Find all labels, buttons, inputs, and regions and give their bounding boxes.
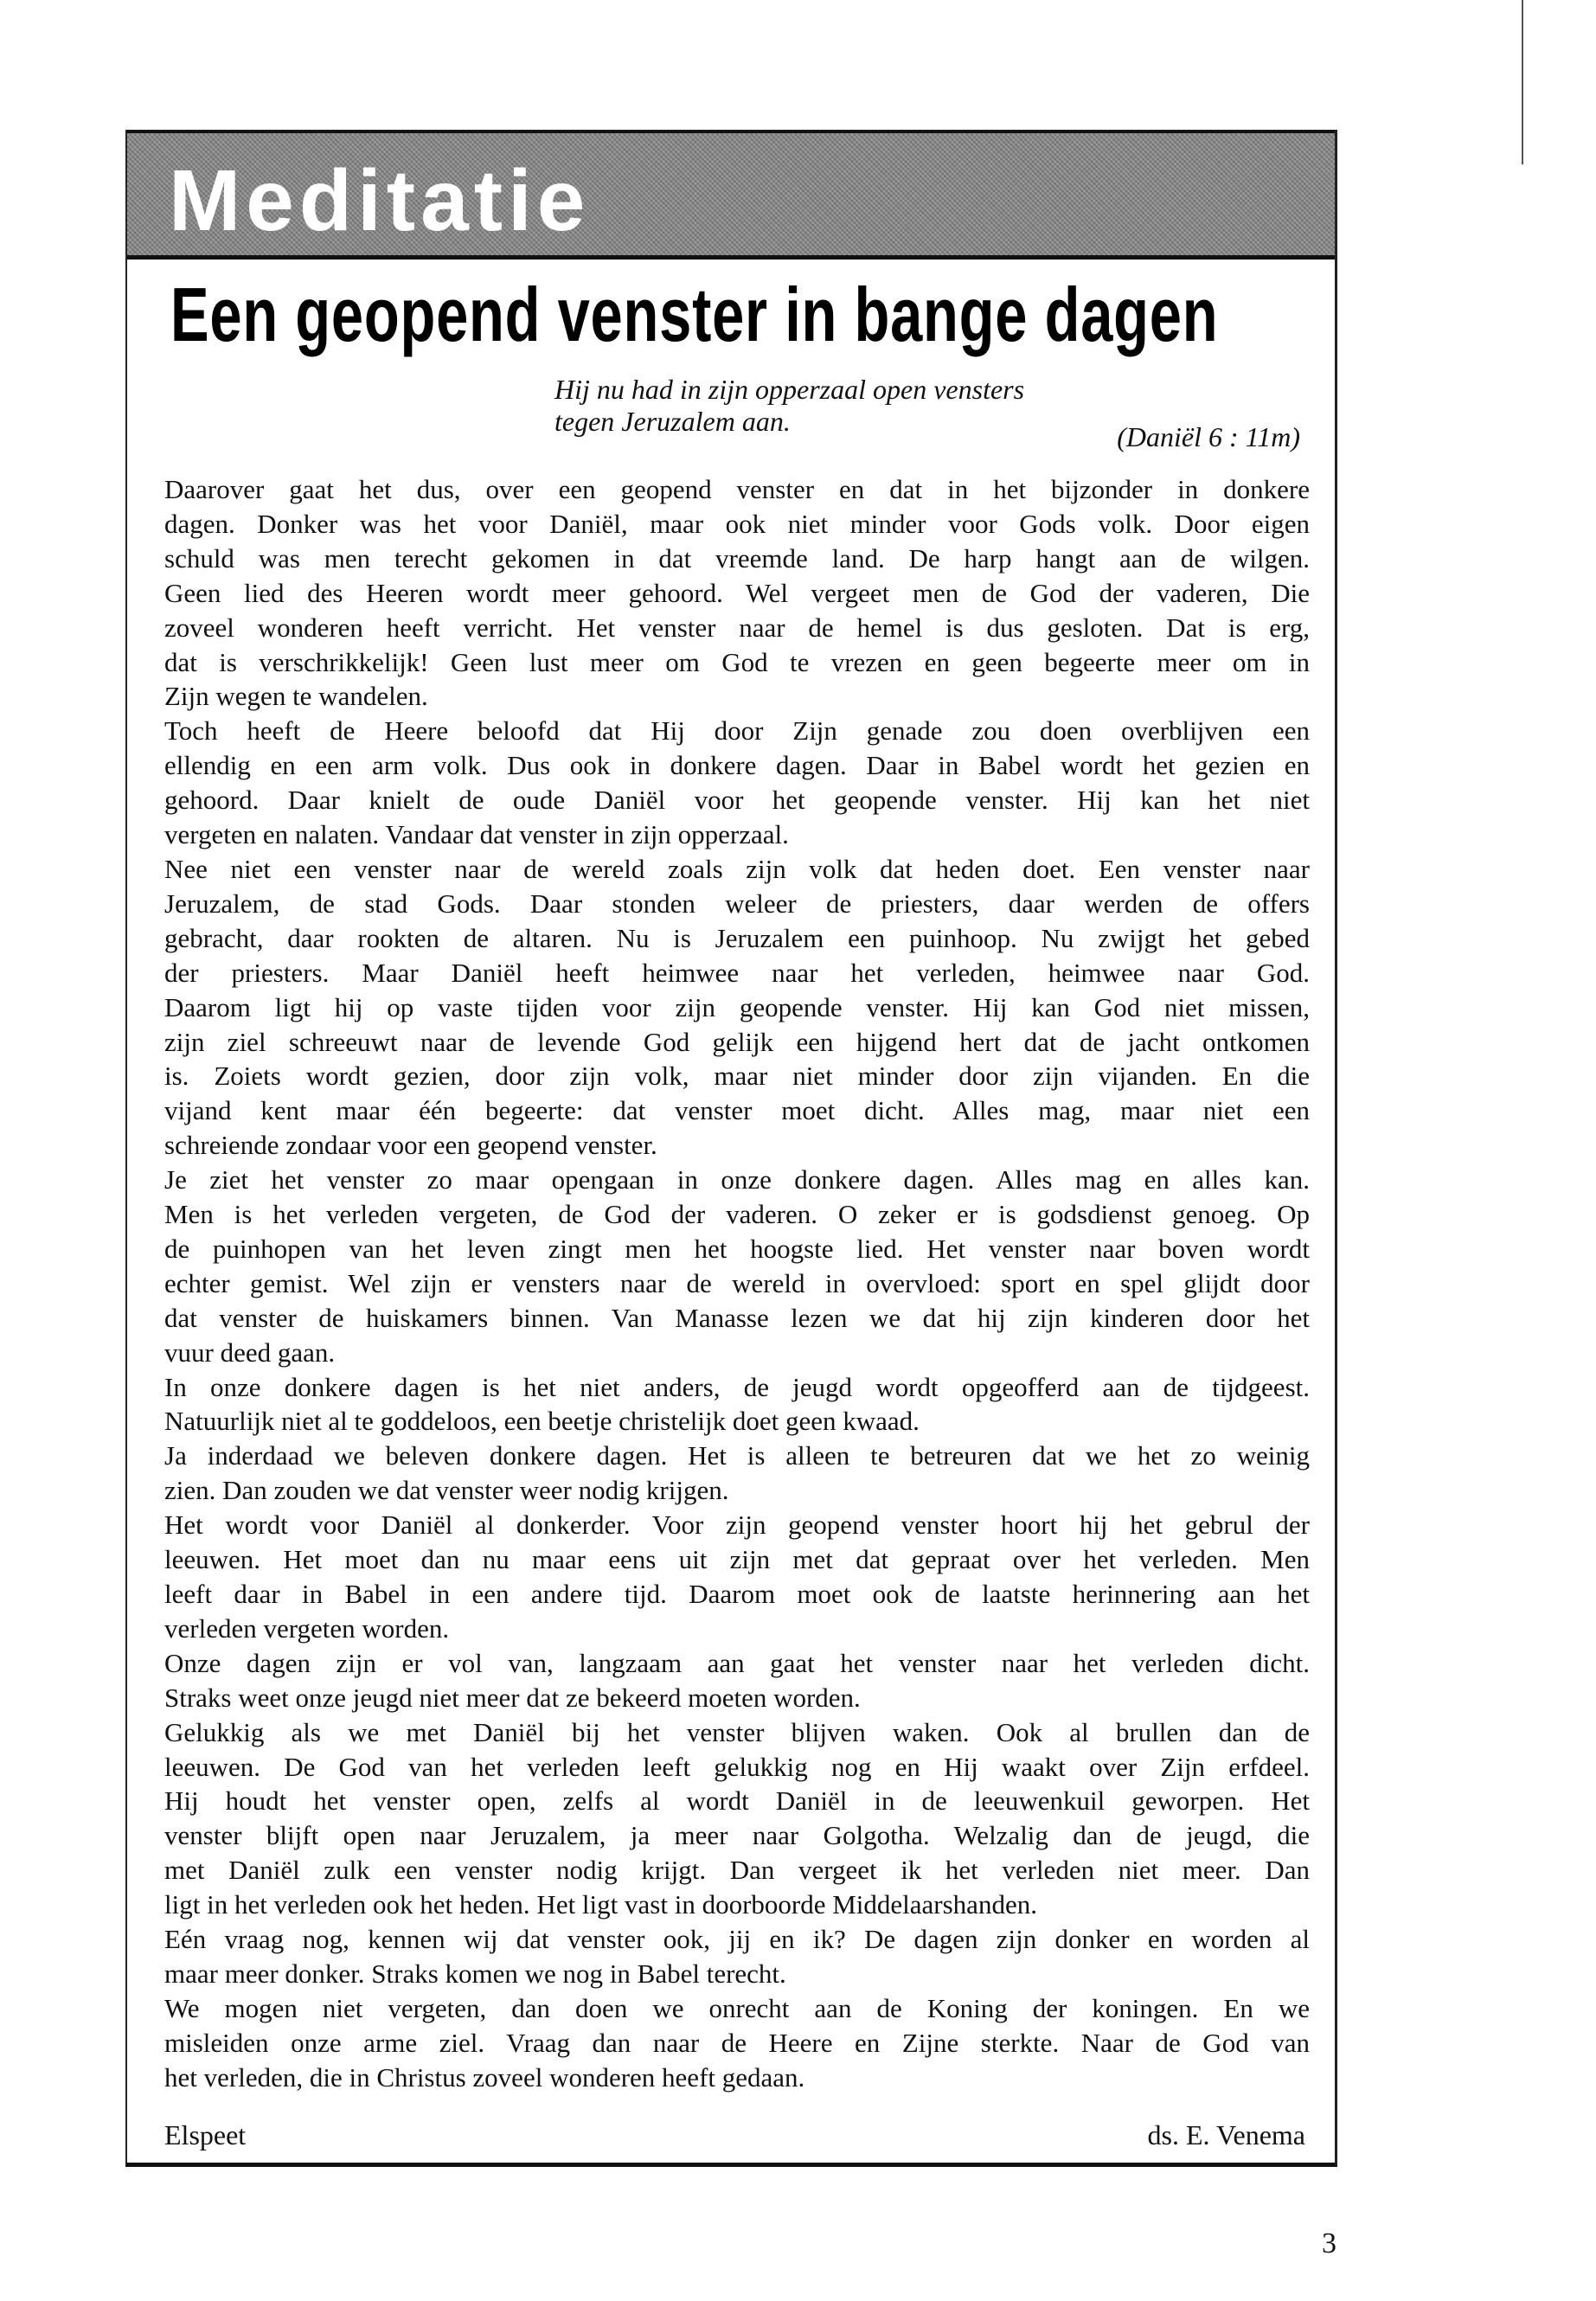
text-line: leeuwen. De God van het verleden leeft gelukkig nog en Hij waakt over Zijn erfdeel.	[164, 1751, 1310, 1782]
text-line: Het wordt voor Daniël al donkerder. Voor zijn geopend venster hoort hij het gebrul der	[164, 1509, 1310, 1541]
text-line: schreiende zondaar voor een geopend venster.	[164, 1130, 657, 1161]
paragraph	[164, 1991, 1310, 2095]
section-header-band	[127, 130, 1335, 260]
article-box	[125, 130, 1337, 2167]
paragraph	[164, 1646, 1310, 1715]
text-line: Jeruzalem, de stad Gods. Daar stonden weleer de priesters, daar werden de offers	[164, 888, 1310, 919]
text-line: We mogen niet vergeten, dan doen we onrecht aan de Koning der koningen. En we	[164, 1992, 1310, 2023]
text-line: Gelukkig als we met Daniël bij het venster blijven waken. Ook al brullen dan de	[164, 1716, 1310, 1747]
paragraph	[164, 714, 1310, 852]
text-line: Daarover gaat het dus, over een geopend venster en dat in het bijzonder in donkere	[164, 474, 1310, 504]
text-line: het verleden, die in Christus zoveel wonderen heeft gedaan.	[164, 2061, 805, 2093]
page-number: 3	[1322, 2227, 1336, 2259]
text-line: dat is verschrikkelijk! Geen lust meer om God te vrezen en geen begeerte meer om in	[164, 646, 1310, 677]
paragraph	[164, 1715, 1310, 1922]
text-line: Toch heeft de Heere beloofd dat Hij door Zijn genade zou doen overblijven een	[164, 715, 1310, 747]
quote-line: tegen Jeruzalem aan.	[554, 406, 791, 437]
text-line: vuur deed gaan.	[164, 1336, 336, 1368]
article-title: Een geopend venster in bange dagen	[170, 272, 1219, 357]
text-line: der priesters. Maar Daniël heeft heimwee naar het verleden, heimwee naar God.	[164, 957, 1310, 988]
text-line: leeuwen. Het moet dan nu maar eens uit zijn met dat gepraat over het verleden. Men	[164, 1544, 1310, 1575]
text-line: Natuurlijk niet al te goddeloos, een beetje christelijk doet geen kwaad.	[164, 1406, 920, 1437]
text-line: In onze donkere dagen is het niet anders, de jeugd wordt opgeofferd aan de tijdgeest.	[164, 1371, 1310, 1402]
scripture-quote	[554, 374, 1024, 438]
text-line: Daarom ligt hij op vaste tijden voor zijn geopende venster. Hij kan God niet missen,	[164, 991, 1310, 1022]
text-line: Hij houdt het venster open, zelfs al wordt Daniël in de leeuwenkuil geworpen. Het	[164, 1785, 1310, 1817]
text-line: Onze dagen zijn er vol van, langzaam aan gaat het venster naar het verleden dicht.	[164, 1647, 1310, 1678]
scripture-reference: (Daniël 6 : 11m)	[1117, 421, 1300, 452]
text-line: gebracht, daar rookten de altaren. Nu is Jeruzalem een puinhoop. Nu zwijgt het gebed	[164, 922, 1310, 953]
text-line: venster blijft open naar Jeruzalem, ja meer naar Golgotha. Welzalig dan de jeugd, die	[164, 1820, 1310, 1851]
text-line: met Daniël zulk een venster nodig krijgt. Dan vergeet ik het verleden niet meer. Dan	[164, 1855, 1310, 1886]
text-line: zijn ziel schreeuwt naar de levende God gelijk een hijgend hert dat de jacht ontkomen	[164, 1026, 1310, 1057]
text-line: is. Zoiets wordt gezien, door zijn volk, maar niet minder door zijn vijanden. En die	[164, 1061, 1310, 1092]
text-line: Zijn wegen te wandelen.	[164, 681, 428, 712]
text-line: zien. Dan zouden we dat venster weer nodig krijgen.	[164, 1475, 729, 1506]
paragraph	[164, 472, 1310, 714]
paragraph	[164, 1508, 1310, 1646]
text-line: verleden vergeten worden.	[164, 1612, 450, 1644]
section-title: Meditatie	[169, 152, 591, 249]
text-line: de puinhopen van het leven zingt men het hoogste lied. Het venster naar boven wordt	[164, 1233, 1310, 1264]
text-line: gehoord. Daar knielt de oude Daniël voor het geopende venster. Hij kan het niet	[164, 785, 1310, 816]
quote-line: Hij nu had in zijn opperzaal open vensters	[554, 374, 1025, 405]
place-name: Elspeet	[164, 2119, 247, 2150]
paragraph	[164, 1370, 1310, 1439]
text-line: Nee niet een venster naar de wereld zoals zijn volk dat heden doet. Een venster naar	[164, 853, 1310, 884]
margin-line	[1522, 0, 1523, 164]
article-body	[164, 472, 1310, 2095]
paragraph	[164, 852, 1310, 1163]
text-line: Men is het verleden vergeten, de God der vaderen. O zeker er is godsdienst genoeg. Op	[164, 1199, 1310, 1230]
text-line: misleiden onze arme ziel. Vraag dan naar de Heere en Zijne sterkte. Naar de God van	[164, 2027, 1310, 2058]
text-line: maar meer donker. Straks komen we nog in Babel terecht.	[164, 1958, 786, 1989]
text-line: ellendig en een arm volk. Dus ook in donkere dagen. Daar in Babel wordt het gezien en	[164, 750, 1310, 781]
text-line: vijand kent maar één begeerte: dat venster moet dicht. Alles mag, maar niet een	[164, 1095, 1310, 1126]
paragraph	[164, 1439, 1310, 1508]
text-line: leeft daar in Babel in een andere tijd. Daarom moet ook de laatste herinnering aan het	[164, 1579, 1310, 1609]
text-line: dat venster de huiskamers binnen. Van Manasse lezen we dat hij zijn kinderen door het	[164, 1302, 1310, 1333]
text-line: Eén vraag nog, kennen wij dat venster ook, jij en ik? De dagen zijn donker en worden al	[164, 1924, 1310, 1955]
text-line: Geen lied des Heeren wordt meer gehoord. Wel vergeet men de God der vaderen, Die	[164, 577, 1310, 608]
author-name: ds. E. Venema	[1147, 2119, 1305, 2150]
text-line: dagen. Donker was het voor Daniël, maar ook niet minder voor Gods volk. Door eigen	[164, 508, 1310, 539]
text-line: Straks weet onze jeugd niet meer dat ze bekeerd moeten worden.	[164, 1682, 861, 1713]
text-line: ligt in het verleden ook het heden. Het ligt vast in doorboorde Middelaarshanden.	[164, 1889, 1037, 1920]
text-line: Ja inderdaad we beleven donkere dagen. Het is alleen te betreuren dat we het zo weinig	[164, 1440, 1310, 1471]
text-line: zoveel wonderen heeft verricht. Het venster naar de hemel is dus gesloten. Dat is erg,	[164, 612, 1310, 643]
text-line: Je ziet het venster zo maar opengaan in onze donkere dagen. Alles mag en alles kan.	[164, 1164, 1310, 1195]
paragraph	[164, 1163, 1310, 1369]
text-line: schuld was men terecht gekomen in dat vreemde land. De harp hangt aan de wilgen.	[164, 542, 1310, 574]
paragraph	[164, 1922, 1310, 1991]
text-line: echter gemist. Wel zijn er vensters naar de wereld in overvloed: sport en spel glijdt door	[164, 1267, 1310, 1298]
text-line: vergeten en nalaten. Vandaar dat venster in zijn opperzaal.	[164, 819, 789, 850]
